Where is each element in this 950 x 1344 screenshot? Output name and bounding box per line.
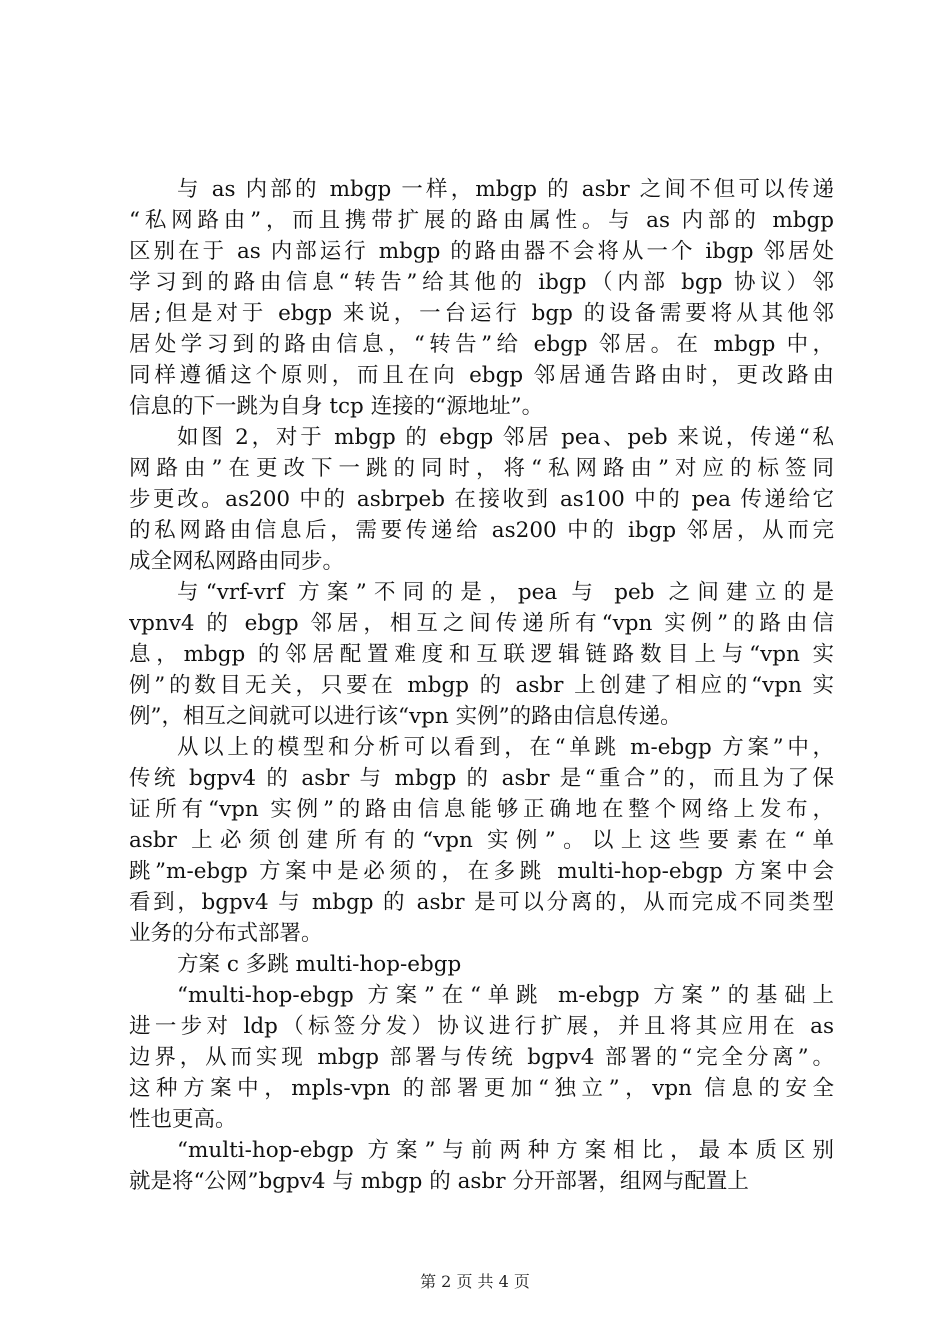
paragraph bbox=[129, 174, 834, 422]
text-line: 进一步对 ldp（标签分发）协议进行扩展，并且将其应用在 as bbox=[129, 1014, 834, 1039]
text-line: 业务的分布式部署。 bbox=[129, 921, 323, 946]
text-line: 方案 c 多跳 multi-hop-ebgp bbox=[177, 952, 462, 977]
text-line: vpnv4 的 ebgp 邻居，相互之间传递所有“vpn 实例”的路由信 bbox=[129, 611, 834, 636]
paragraph bbox=[129, 949, 834, 980]
text-line: 与 as 内部的 mbgp 一样，mbgp 的 asbr 之间不但可以传递 bbox=[177, 177, 834, 202]
text-line: “multi-hop-ebgp 方案”在“单跳 m-ebgp 方案”的基础上 bbox=[177, 983, 834, 1008]
paragraph bbox=[129, 1135, 834, 1197]
text-line: 看到，bgpv4 与 mbgp 的 asbr 是可以分离的，从而完成不同类型 bbox=[129, 890, 834, 915]
paragraph bbox=[129, 577, 834, 732]
text-line: “multi-hop-ebgp 方案”与前两种方案相比，最本质区别 bbox=[177, 1138, 834, 1163]
text-line: 同样遵循这个原则，而且在向 ebgp 邻居通告路由时，更改路由 bbox=[129, 363, 834, 388]
text-line: 性也更高。 bbox=[129, 1107, 237, 1132]
text-line: 区别在于 as 内部运行 mbgp 的路由器不会将从一个 ibgp 邻居处 bbox=[129, 239, 834, 264]
paragraph bbox=[129, 732, 834, 949]
page-footer: 第 2 页 共 4 页 bbox=[420, 1272, 530, 1291]
text-line: 学习到的路由信息“转告”给其他的 ibgp（内部 bgp 协议）邻 bbox=[129, 270, 834, 295]
text-line: 从以上的模型和分析可以看到，在“单跳 m-ebgp 方案”中， bbox=[177, 735, 834, 760]
paragraph bbox=[129, 422, 834, 577]
document-body bbox=[129, 174, 834, 1197]
text-line: 例”的数目无关，只要在 mbgp 的 asbr 上创建了相应的“vpn 实 bbox=[129, 673, 834, 698]
text-line: 居;但是对于 ebgp 来说，一台运行 bgp 的设备需要将从其他邻 bbox=[129, 301, 834, 326]
text-line: 这种方案中，mpls-vpn 的部署更加“独立”，vpn 信息的安全 bbox=[129, 1076, 834, 1101]
text-line: 证所有“vpn 实例”的路由信息能够正确地在整个网络上发布， bbox=[129, 797, 834, 822]
text-line: 网路由”在更改下一跳的同时，将“私网路由”对应的标签同 bbox=[129, 456, 834, 481]
text-line: 的私网路由信息后，需要传递给 as200 中的 ibgp 邻居，从而完 bbox=[129, 518, 834, 543]
text-line: 例”，相互之间就可以进行该“vpn 实例”的路由信息传递。 bbox=[129, 704, 682, 729]
text-line: 与“vrf-vrf 方案”不同的是，pea 与 peb 之间建立的是 bbox=[177, 580, 834, 605]
text-line: asbr 上必须创建所有的“vpn 实例”。以上这些要素在“单 bbox=[129, 828, 834, 853]
text-line: “私网路由”，而且携带扩展的路由属性。与 as 内部的 mbgp bbox=[129, 208, 834, 233]
text-line: 居处学习到的路由信息，“转告”给 ebgp 邻居。在 mbgp 中， bbox=[129, 332, 834, 357]
paragraph bbox=[129, 980, 834, 1135]
text-line: 边界，从而实现 mbgp 部署与传统 bgpv4 部署的“完全分离”。 bbox=[129, 1045, 834, 1070]
text-line: 信息的下一跳为自身 tcp 连接的“源地址”。 bbox=[129, 394, 544, 419]
text-line: 就是将“公网”bgpv4 与 mbgp 的 asbr 分开部署，组网与配置上 bbox=[129, 1169, 749, 1194]
text-line: 传统 bgpv4 的 asbr 与 mbgp 的 asbr 是“重合”的，而且为了保 bbox=[129, 766, 834, 791]
text-line: 步更改。as200 中的 asbrpeb 在接收到 as100 中的 pea 传递给它 bbox=[129, 487, 834, 512]
text-line: 跳”m-ebgp 方案中是必须的，在多跳 multi-hop-ebgp 方案中会 bbox=[129, 859, 834, 884]
text-line: 如图 2，对于 mbgp 的 ebgp 邻居 pea、peb 来说，传递“私 bbox=[177, 425, 834, 450]
text-line: 成全网私网路由同步。 bbox=[129, 549, 345, 574]
text-line: 息，mbgp 的邻居配置难度和互联逻辑链路数目上与“vpn 实 bbox=[129, 642, 834, 667]
